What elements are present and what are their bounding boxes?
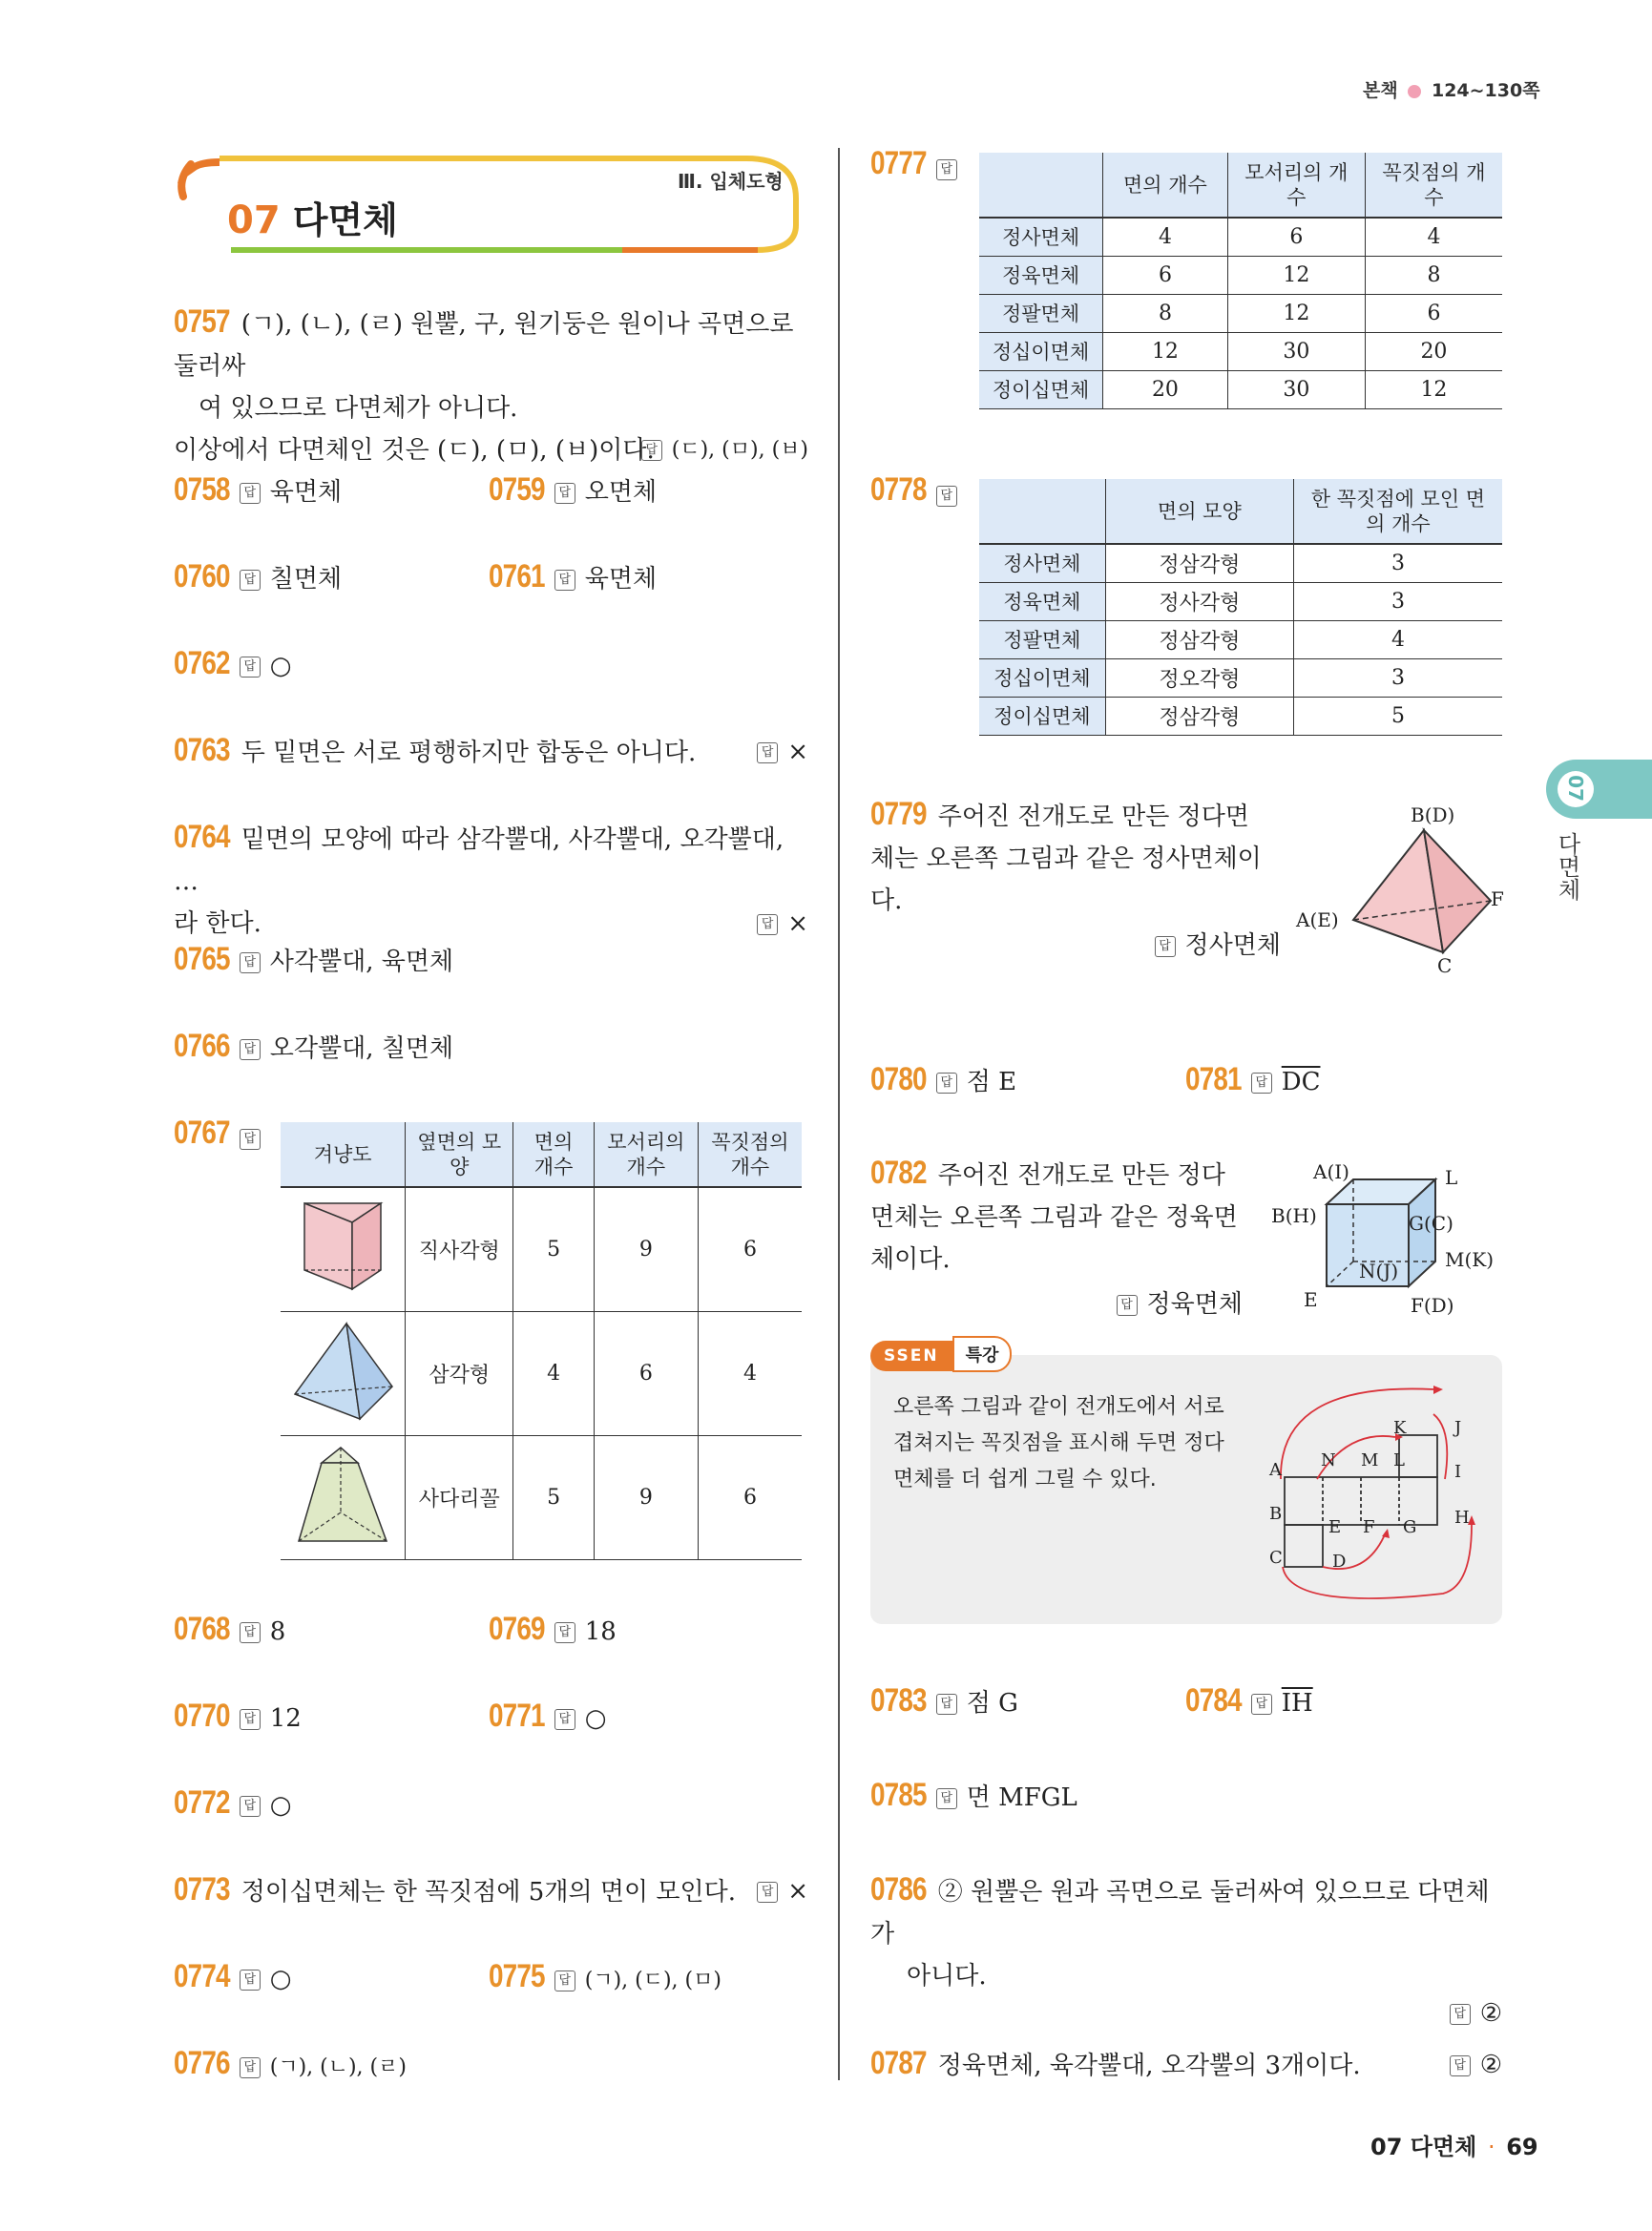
answer-icon — [240, 1622, 261, 1643]
solution-line-3: 체이다. — [870, 1245, 951, 1274]
solution-line-2: 아니다. — [907, 1962, 987, 1991]
table-cell: 정삼각형 — [1105, 620, 1293, 658]
net-label: H — [1454, 1508, 1470, 1528]
problem-number: 0765 — [174, 941, 230, 977]
side-tab-label: 다면체 — [1554, 832, 1580, 901]
problem-0764 — [174, 819, 808, 945]
table-row — [281, 1435, 802, 1559]
problem-number: 0783 — [870, 1682, 927, 1719]
triangular-prism-icon — [295, 1190, 390, 1303]
table-cell: 12 — [1227, 294, 1365, 332]
row-header: 정십이면체 — [979, 658, 1105, 697]
problem-number: 0762 — [174, 645, 230, 681]
problem-0770 — [174, 1698, 302, 1735]
page-title: 다면체 — [292, 199, 398, 241]
row-header: 정이십면체 — [979, 370, 1103, 408]
problem-0760 — [174, 558, 342, 595]
vertex-label: A(E) — [1296, 908, 1339, 931]
problem-0772 — [174, 1784, 291, 1822]
answer-icon — [240, 1709, 261, 1730]
ssen-text — [893, 1389, 1224, 1498]
table-cell: 20 — [1103, 370, 1228, 408]
problem-0783 — [870, 1682, 1018, 1720]
ssen-line-1: 오른쪽 그림과 같이 전개도에서 서로 — [893, 1395, 1224, 1419]
table-row — [281, 1187, 802, 1311]
problem-0781 — [1185, 1061, 1320, 1098]
problem-0765 — [174, 941, 453, 978]
answer-text: $\overline{IH}$ — [1281, 1689, 1313, 1718]
answer-text: ② — [1479, 2051, 1502, 2079]
table-cell: 4 — [513, 1311, 594, 1435]
answer-icon — [936, 1788, 957, 1809]
problem-0774 — [174, 1958, 291, 1995]
problem-0782 — [870, 1155, 1243, 1320]
answer-icon — [240, 952, 261, 973]
vertex-label: G(C) — [1409, 1212, 1453, 1235]
problem-0773 — [174, 1871, 808, 1913]
row-header: 정육면체 — [979, 582, 1105, 620]
regular-polyhedra-table-0778 — [979, 479, 1502, 736]
answer-icon — [554, 1622, 575, 1643]
net-label: M — [1361, 1450, 1379, 1470]
row-header: 정사면체 — [979, 544, 1105, 582]
problem-number: 0771 — [489, 1698, 545, 1734]
table-cell: 정오각형 — [1105, 658, 1293, 697]
ssen-badge — [870, 1336, 1012, 1370]
table-row — [979, 370, 1502, 408]
row-header: 정팔면체 — [979, 294, 1103, 332]
table-cell: 6 — [1365, 294, 1502, 332]
side-tab-number: 07 — [1564, 775, 1587, 802]
answer-icon — [1155, 936, 1176, 957]
problem-0759 — [489, 471, 657, 509]
answer-icon — [1251, 1694, 1272, 1715]
table-cell: 5 — [1293, 697, 1502, 735]
page-header — [1363, 76, 1540, 102]
problem-number: 0778 — [870, 471, 927, 508]
row-header: 정십이면체 — [979, 332, 1103, 370]
table-cell: 사다리꼴 — [406, 1435, 513, 1559]
solution-line-2: 여 있으므로 다면체가 아니다. — [199, 394, 518, 423]
table-row — [281, 1311, 802, 1435]
table-cell: 6 — [698, 1187, 802, 1311]
page-footer — [1370, 2128, 1538, 2161]
answer-text: 육면체 — [269, 478, 343, 507]
problem-0775 — [489, 1958, 721, 1995]
problem-number: 0763 — [174, 732, 230, 768]
answer-text: 면 MFGL — [966, 1783, 1077, 1812]
footer-separator: · — [1487, 2134, 1495, 2160]
problem-0777 — [870, 145, 967, 182]
problem-number: 0760 — [174, 558, 230, 594]
answer-icon — [641, 440, 662, 461]
problem-0761 — [489, 558, 657, 595]
net-label: N — [1321, 1450, 1336, 1470]
problem-0768 — [174, 1611, 285, 1648]
net-label: B — [1269, 1504, 1283, 1524]
problem-0784 — [1185, 1682, 1313, 1720]
table-cell: 4 — [698, 1311, 802, 1435]
solution-line-1: 주어진 전개도로 만든 정다 — [937, 1161, 1225, 1190]
problem-0767 — [174, 1115, 270, 1152]
table-cell: 12 — [1103, 332, 1228, 370]
answer-text: ○ — [269, 652, 292, 680]
table-cell: 8 — [1103, 294, 1228, 332]
net-label: F — [1363, 1517, 1375, 1537]
table-cell: 삼각형 — [406, 1311, 513, 1435]
unit-label: Ⅲ. 입체도형 — [678, 170, 784, 193]
answer-icon — [240, 570, 261, 591]
table-cell: 9 — [594, 1187, 698, 1311]
answer-icon — [240, 483, 261, 504]
regular-polyhedra-table-0777 — [979, 153, 1502, 409]
table-cell: 4 — [1365, 218, 1502, 256]
table-cell: 3 — [1293, 658, 1502, 697]
net-label: D — [1332, 1552, 1347, 1572]
problem-number: 0766 — [174, 1028, 230, 1064]
answer-icon — [1450, 2055, 1471, 2076]
answer-text: 점 E — [966, 1068, 1017, 1096]
table-cell: 3 — [1293, 582, 1502, 620]
problem-0762 — [174, 645, 291, 682]
answer-icon — [936, 486, 957, 507]
problem-number: 0768 — [174, 1611, 230, 1647]
header-book: 본책 — [1363, 80, 1398, 101]
answer-text: 육면체 — [584, 565, 658, 594]
problem-0763 — [174, 732, 808, 774]
problem-0776 — [174, 2045, 407, 2082]
title-number: 07 — [227, 198, 281, 242]
answer-text: ○ — [269, 1965, 292, 1993]
table-cell: 6 — [698, 1435, 802, 1559]
table-cell: 12 — [1227, 256, 1365, 294]
table-cell: 6 — [1103, 256, 1228, 294]
vertex-label: A(I) — [1313, 1160, 1349, 1183]
table-cell: 정사각형 — [1105, 582, 1293, 620]
table-cell: 5 — [513, 1187, 594, 1311]
problem-number: 0780 — [870, 1061, 927, 1097]
problem-number: 0782 — [870, 1155, 927, 1191]
problem-0778 — [870, 471, 967, 509]
table-cell: 직사각형 — [406, 1187, 513, 1311]
answer-icon — [1450, 2004, 1471, 2025]
problem-number: 0772 — [174, 1784, 230, 1821]
title-row — [227, 191, 398, 243]
problem-0787 — [870, 2045, 1502, 2087]
problem-0780 — [870, 1061, 1016, 1098]
problem-number: 0757 — [174, 303, 230, 340]
ssen-line-3: 면체를 더 쉽게 그릴 수 있다. — [893, 1468, 1157, 1491]
answer-text: 정사면체 — [1184, 931, 1281, 960]
table-cell: 8 — [1365, 256, 1502, 294]
answer-icon — [240, 1796, 261, 1817]
answer-text: × — [787, 1877, 808, 1906]
answer-icon — [240, 1970, 261, 1991]
header-pages: 124~130쪽 — [1431, 80, 1540, 101]
vertex-label: N(J) — [1359, 1260, 1399, 1282]
answer-icon — [554, 483, 575, 504]
answer-icon — [240, 1039, 261, 1060]
problem-number: 0777 — [870, 145, 927, 181]
solution-line-1: ② 원뿔은 원과 곡면으로 둘러싸여 있으므로 다면체가 — [870, 1878, 1490, 1949]
answer-text: 12 — [269, 1704, 302, 1733]
answer-text: 오면체 — [584, 478, 658, 507]
answer-icon — [936, 159, 957, 180]
problem-0785 — [870, 1777, 1077, 1814]
problem-number: 0767 — [174, 1115, 230, 1151]
cube-net-diagram — [1262, 1372, 1500, 1611]
page-number: 69 — [1506, 2134, 1538, 2160]
solution-line-1: (ㄱ), (ㄴ), (ㄹ) 원뿔, 구, 원기둥은 원이나 곡면으로 둘러싸 — [174, 310, 794, 381]
vertex-label: E — [1304, 1288, 1318, 1311]
net-label: L — [1393, 1450, 1405, 1470]
table-cell: 정삼각형 — [1105, 697, 1293, 735]
answer-text: 점 G — [966, 1689, 1018, 1718]
problem-number: 0770 — [174, 1698, 230, 1734]
row-header: 정사면체 — [979, 218, 1103, 256]
table-cell: 9 — [594, 1435, 698, 1559]
answer-icon — [757, 1882, 778, 1903]
table-row — [979, 544, 1502, 582]
problem-number: 0776 — [174, 2045, 230, 2081]
solution-line-2: 체는 오른쪽 그림과 같은 정사면체이 — [870, 844, 1262, 873]
answer-text: × — [787, 738, 808, 766]
ssen-line-2: 겹쳐지는 꼭짓점을 표시해 두면 정다 — [893, 1431, 1224, 1455]
problem-number: 0764 — [174, 819, 230, 855]
row-header: 정팔면체 — [979, 620, 1105, 658]
solution-line-3: 이상에서 다면체인 것은 (ㄷ), (ㅁ), (ㅂ)이다. — [174, 436, 655, 465]
table-header: 겨냥도 — [281, 1122, 406, 1187]
column-divider — [838, 148, 840, 2080]
table-header: 면의 개수 — [513, 1122, 594, 1187]
answer-icon — [240, 657, 261, 678]
answer-text: 정육면체 — [1146, 1290, 1243, 1319]
solution-line-2: 라 한다. — [174, 909, 261, 938]
vertex-label: B(H) — [1271, 1204, 1317, 1227]
vertex-label: F — [1491, 887, 1504, 910]
answer-icon — [554, 1709, 575, 1730]
table-header: 한 꼭짓점에 모인 면의 개수 — [1293, 479, 1502, 544]
chapter-side-tab — [1546, 760, 1652, 819]
table-cell: 30 — [1227, 370, 1365, 408]
table-header: 면의 개수 — [1103, 153, 1228, 218]
answer-icon — [554, 1970, 575, 1991]
answer-text: 오각뿔대, 칠면체 — [269, 1034, 454, 1063]
pyramid-diagram-cell — [281, 1311, 406, 1435]
net-label: A — [1269, 1460, 1282, 1480]
solution-text: 두 밑면은 서로 평행하지만 합동은 아니다. — [240, 739, 697, 767]
vertex-label: L — [1445, 1166, 1458, 1189]
answer-text: $\overline{DC}$ — [1281, 1068, 1321, 1096]
title-banner — [174, 151, 804, 258]
net-label: I — [1454, 1462, 1462, 1482]
table-row — [979, 582, 1502, 620]
table-cell: 6 — [594, 1311, 698, 1435]
table-header: 꼭짓점의 개수 — [1365, 153, 1502, 218]
problem-0771 — [489, 1698, 606, 1735]
answer-text: 8 — [269, 1617, 286, 1646]
table-header: 면의 모양 — [1105, 479, 1293, 544]
table-header: 옆면의 모양 — [406, 1122, 513, 1187]
problem-number: 0758 — [174, 471, 230, 508]
tetrahedron-diagram — [1290, 802, 1519, 983]
answer-icon — [757, 914, 778, 935]
table-cell: 3 — [1293, 544, 1502, 582]
net-label: C — [1269, 1548, 1283, 1568]
problem-number: 0774 — [174, 1958, 230, 1994]
table-cell: 6 — [1227, 218, 1365, 256]
net-label: E — [1328, 1517, 1342, 1537]
solution-line-2: 면체는 오른쪽 그림과 같은 정육면 — [870, 1203, 1238, 1232]
problem-number: 0759 — [489, 471, 545, 508]
answer-text: × — [787, 909, 808, 938]
problem-0766 — [174, 1028, 453, 1065]
table-cell: 20 — [1365, 332, 1502, 370]
row-header: 정이십면체 — [979, 697, 1105, 735]
table-row — [979, 332, 1502, 370]
problem-0758 — [174, 471, 342, 509]
solution-line-1: 밑면의 모양에 따라 삼각뿔대, 사각뿔대, 오각뿔대, … — [174, 825, 784, 896]
table-row — [979, 658, 1502, 697]
table-header — [979, 153, 1103, 218]
vertex-label: C — [1437, 954, 1453, 977]
vertex-label: F(D) — [1411, 1294, 1454, 1317]
answer-text: 칠면체 — [269, 565, 343, 594]
row-header: 정육면체 — [979, 256, 1103, 294]
answer-0757: 답 (ㄷ), (ㅁ), (ㅂ) — [641, 429, 808, 471]
ssen-badge-label: SSEN — [870, 1341, 954, 1371]
answer-text: ○ — [584, 1704, 607, 1733]
problem-number: 0787 — [870, 2045, 927, 2081]
header-dot-icon — [1408, 85, 1421, 98]
table-cell: 4 — [1103, 218, 1228, 256]
answer-text: 18 — [584, 1617, 617, 1646]
solution-text: 정육면체, 육각뿔대, 오각뿔의 3개이다. — [937, 2052, 1361, 2080]
table-cell: 30 — [1227, 332, 1365, 370]
table-cell: 12 — [1365, 370, 1502, 408]
vertex-label: B(D) — [1411, 803, 1455, 826]
table-row — [979, 294, 1502, 332]
answer-icon — [936, 1694, 957, 1715]
table-row — [979, 218, 1502, 256]
answer-icon — [1117, 1295, 1138, 1316]
answer-text: ○ — [269, 1791, 292, 1820]
table-header: 모서리의 개수 — [1227, 153, 1365, 218]
problem-0769 — [489, 1611, 617, 1648]
answer-icon — [554, 570, 575, 591]
answer-icon — [240, 1129, 261, 1150]
problem-0786 — [870, 1871, 1502, 2028]
problem-number: 0781 — [1185, 1061, 1242, 1097]
problem-number: 0786 — [870, 1871, 927, 1908]
solution-text: 정이십면체는 한 꼭짓점에 5개의 면이 모인다. — [240, 1878, 736, 1907]
table-cell: 정삼각형 — [1105, 544, 1293, 582]
table-row — [979, 620, 1502, 658]
vertex-label: M(K) — [1445, 1248, 1495, 1271]
triangular-pyramid-icon — [289, 1314, 396, 1427]
polyhedron-table-0767 — [281, 1122, 802, 1560]
frustum-diagram-cell — [281, 1435, 406, 1559]
ssen-badge-tag: 특강 — [952, 1336, 1013, 1372]
net-label: K — [1393, 1418, 1407, 1438]
truncated-pyramid-icon — [289, 1438, 396, 1551]
problem-0757 — [174, 303, 808, 471]
answer-icon — [240, 2057, 261, 2078]
problem-number: 0761 — [489, 558, 545, 594]
answer-text: (ㄱ), (ㄴ), (ㄹ) — [269, 2055, 407, 2079]
table-cell: 5 — [513, 1435, 594, 1559]
problem-number: 0785 — [870, 1777, 927, 1813]
problem-number: 0773 — [174, 1871, 230, 1908]
problem-number: 0784 — [1185, 1682, 1242, 1719]
net-label: J — [1454, 1418, 1462, 1438]
answer-text: 사각뿔대, 육면체 — [269, 948, 454, 976]
table-row — [979, 697, 1502, 735]
answer-text: (ㄱ), (ㄷ), (ㅁ) — [584, 1969, 721, 1992]
prism-diagram-cell — [281, 1187, 406, 1311]
problem-number: 0779 — [870, 796, 927, 832]
footer-chapter: 07 다면체 — [1370, 2134, 1477, 2160]
solution-line-3: 다. — [870, 886, 903, 915]
problem-0779 — [870, 796, 1281, 961]
answer-text: ② — [1479, 1999, 1502, 2028]
cube-diagram — [1315, 1170, 1487, 1313]
table-cell: 4 — [1293, 620, 1502, 658]
table-header: 모서리의 개수 — [594, 1122, 698, 1187]
problem-number: 0775 — [489, 1958, 545, 1994]
solution-line-1: 주어진 전개도로 만든 정다면 — [937, 803, 1249, 831]
net-label: G — [1403, 1517, 1417, 1537]
answer-icon — [757, 742, 778, 763]
answer-icon — [1251, 1073, 1272, 1094]
problem-number: 0769 — [489, 1611, 545, 1647]
table-header — [979, 479, 1105, 544]
answer-icon — [936, 1073, 957, 1094]
table-row — [979, 256, 1502, 294]
table-header: 꼭짓점의 개수 — [698, 1122, 802, 1187]
